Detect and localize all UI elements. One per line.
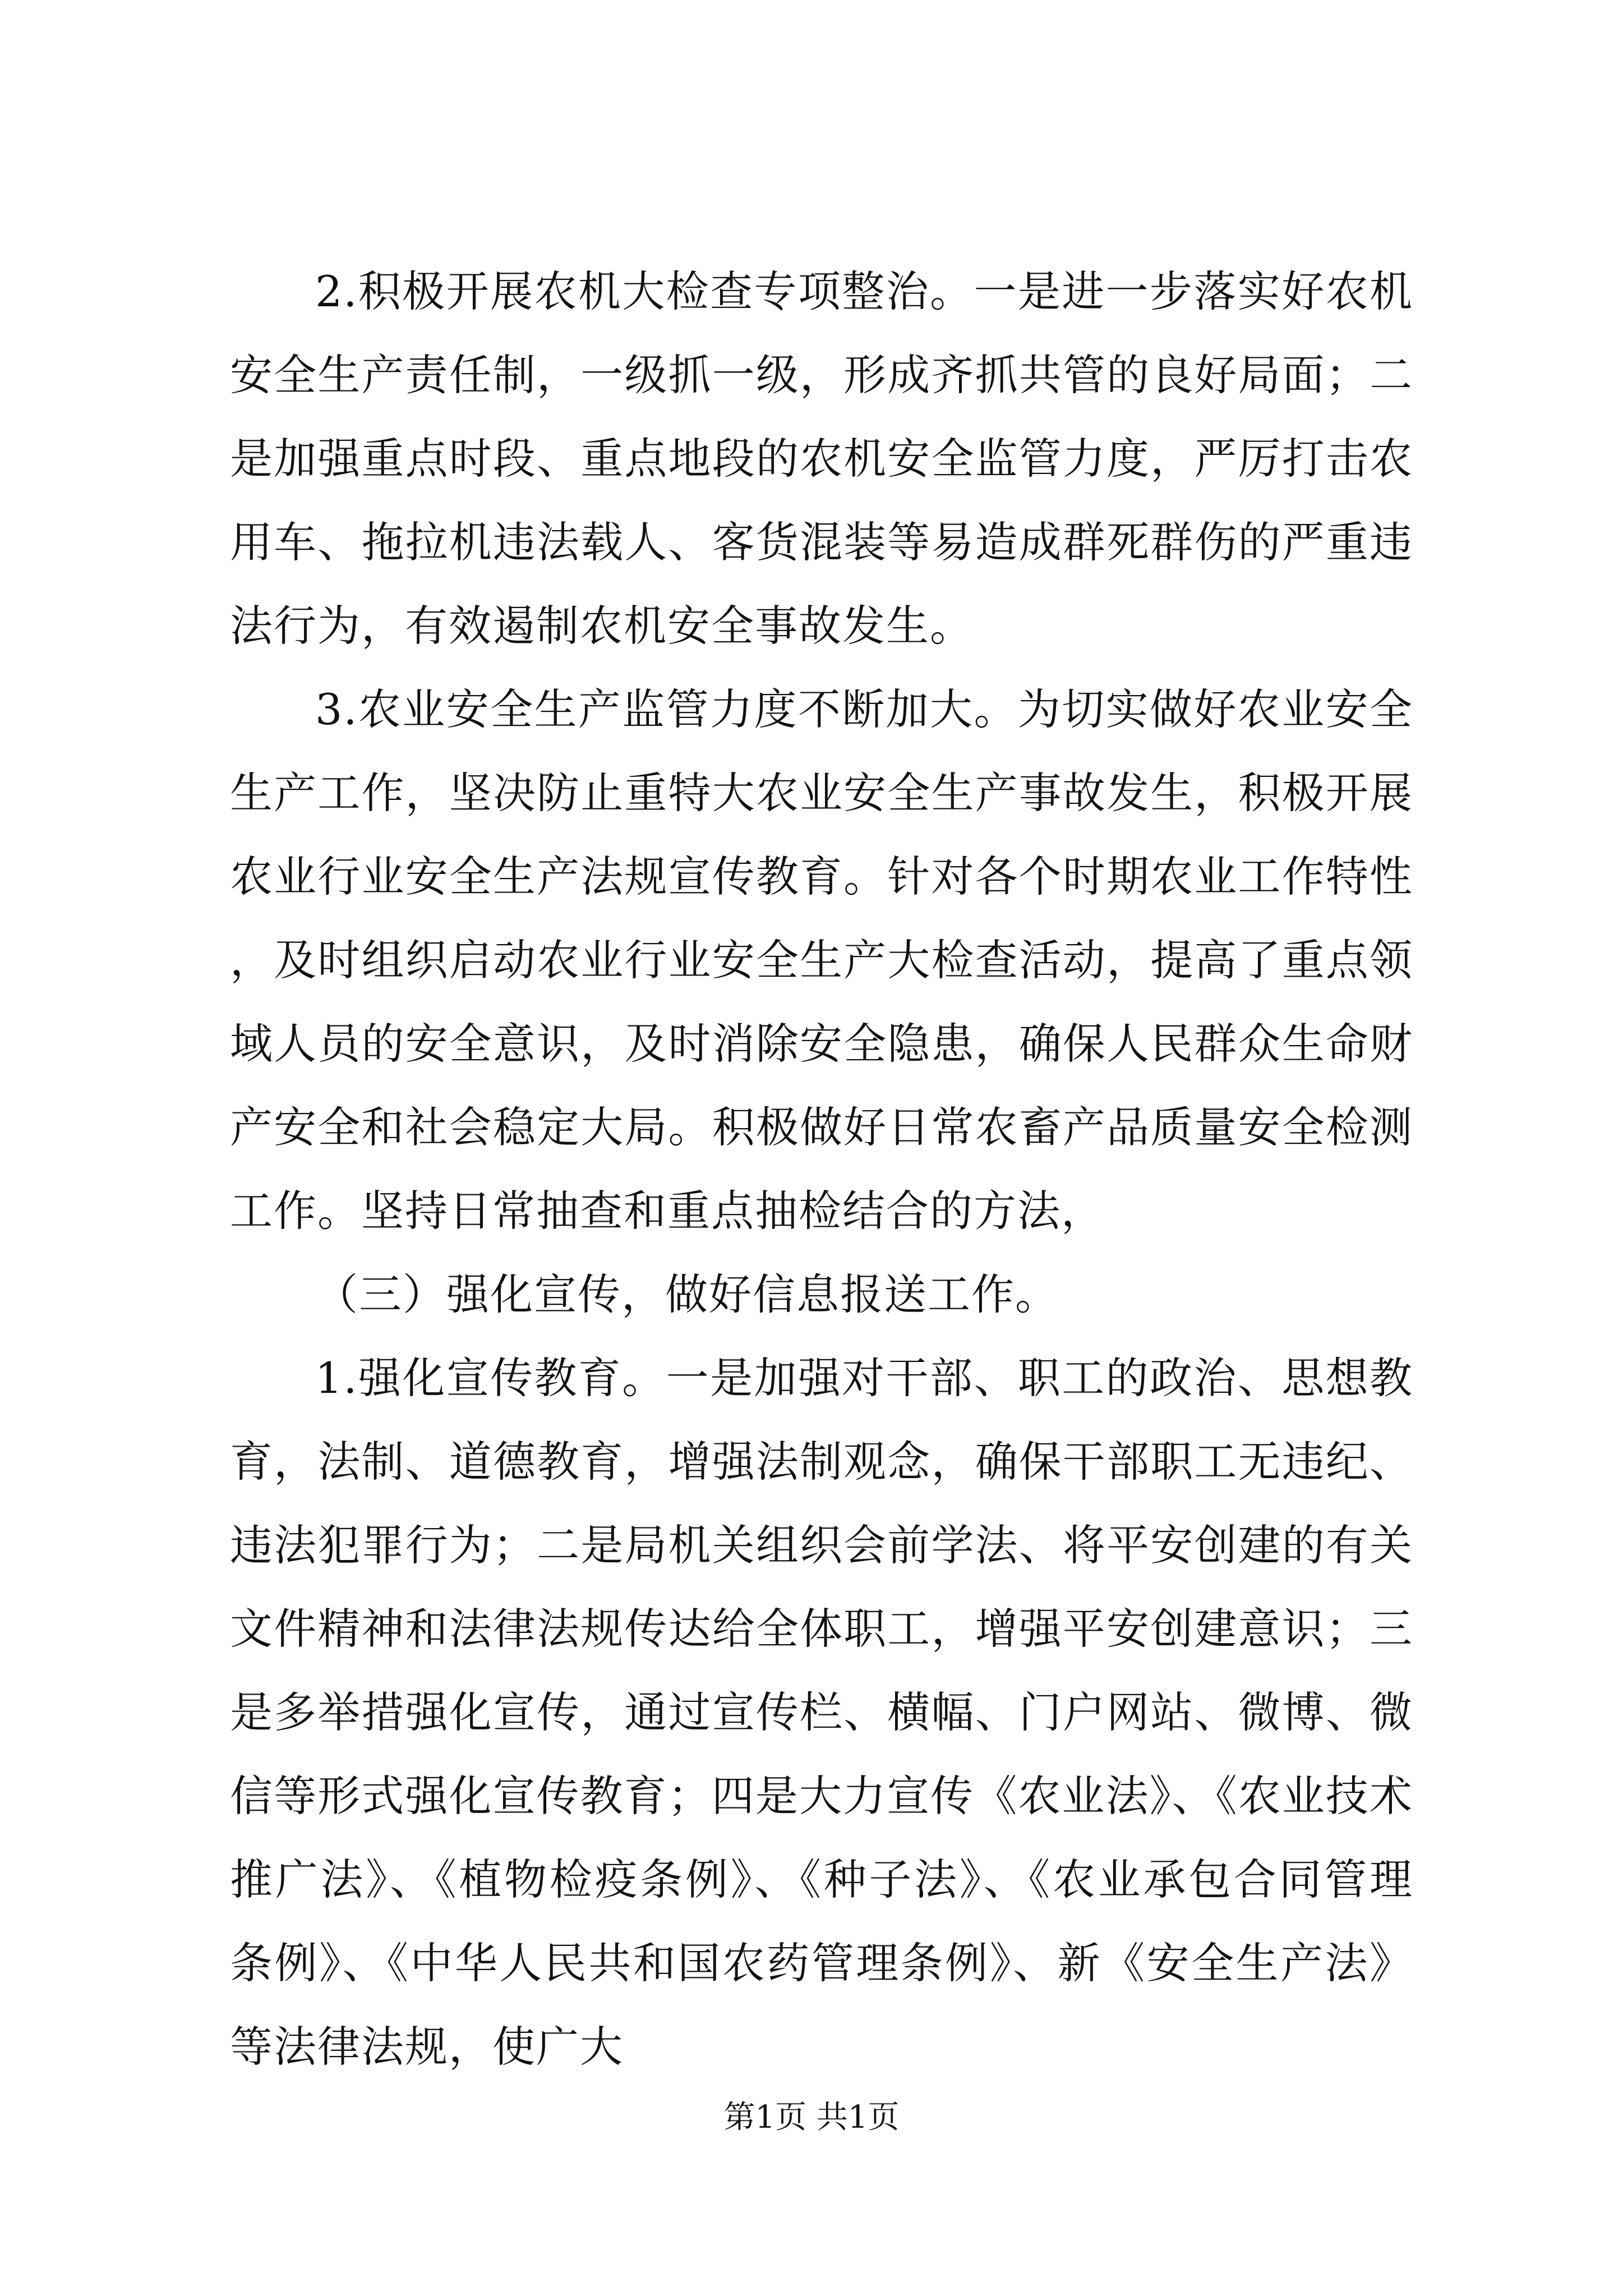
page-footer: 第1页 共1页 xyxy=(723,2099,900,2136)
paragraph-publicity-education: 1.强化宣传教育。一是加强对干部、职工的政治、思想教育，法制、道德教育，增强法制观念，确保干部职工无违纪、违法犯罪行为；二是局机关组织会前学法、将平安创建的有关文件精神和法律法规传达给全体职工，增强平安创建意识；三是多举措强化宣传，通过宣传栏、横幅、门户网站、微博、微信等形式强化宣传教育；四是大力宣传《农业法》、《农业技术推广法》、《植物检疫条例》、《种子法》、《农业承包合同管理条例》、《中华人民共和国农药管理条例》、新《安全生产法》等法律法规，使广大 xyxy=(230,1353,1413,2072)
document-body xyxy=(230,250,1413,2088)
paragraph-agricultural-safety-supervision: 3.农业安全生产监管力度不断加大。为切实做好农业安全生产工作，坚决防止重特大农业安全生产事故发生，积极开展农业行业安全生产法规宣传教育。针对各个时期农业工作特性，及时组织启动农业行业安全生产大检查活动，提高了重点领域人员的安全意识，及时消除安全隐患，确保人民群众生命财产安全和社会稳定大局。积极做好日常农畜产品质量安全检测工作。坚持日常抽查和重点抽检结合的方法， xyxy=(230,684,1413,1236)
section-heading-publicity: （三）强化宣传，做好信息报送工作。 xyxy=(315,1269,1059,1319)
paragraph-farm-machinery-inspection: 2.积极开展农机大检查专项整治。一是进一步落实好农机安全生产责任制，一级抓一级，形成齐抓共管的良好局面；二是加强重点时段、重点地段的农机安全监管力度，严厉打击农用车、拖拉机违法载人、客货混装等易造成群死群伤的严重违法行为，有效遏制农机安全事故发生。 xyxy=(230,266,1413,651)
